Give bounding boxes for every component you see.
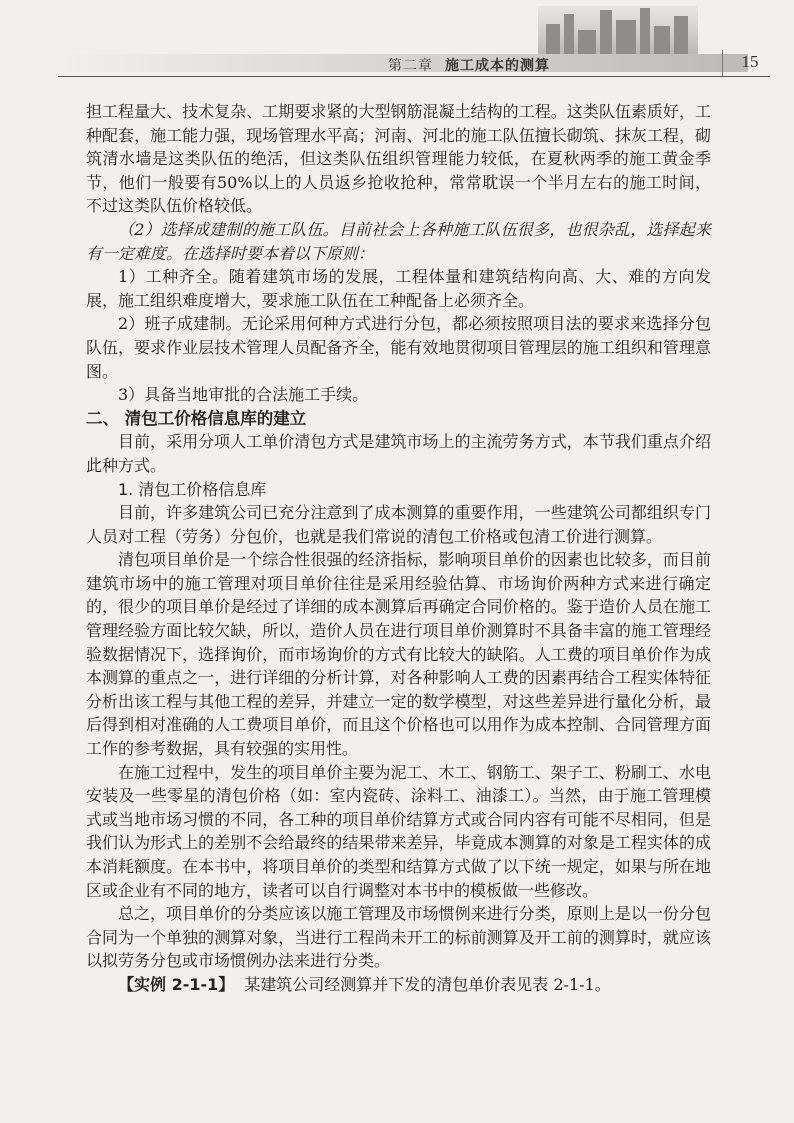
chapter-heading (388, 55, 550, 75)
paragraph: （2）选择成建制的施工队伍。目前社会上各种施工队伍很多，也很杂乱，选择起来有一定难度。在选择时要本着以下原则： (86, 219, 711, 263)
paragraph: 在施工过程中，发生的项目单价主要为泥工、木工、钢筋工、架子工、粉刷工、水电安装及一些零星的清包价格（如：室内瓷砖、涂料工、油漆工）。当然，由于施工管理模式或当地市场习惯的不同，各工种的项目单价结算方式或合同内容有可能不尽相同，但是我们认为形式上的差别不会给最终的结果带来差异，毕竟成本测算的对象是工程实体的成本消耗额度。在本书中，将项目单价的类型和结算方式做了以下统一规定，如果与所在地区或企业有不同的地方，读者可以自行调整对本书中的模板做一些修改。 (86, 762, 711, 900)
paragraph: 2）班子成建制。无论采用何种方式进行分包，都必须按照项目法的要求来选择分包队伍，要求作业层技术管理人员配备齐全，能有效地贯彻项目管理层的施工组织和管理意图。 (86, 314, 711, 381)
page-number-separator (722, 50, 723, 76)
paragraph: 目前，采用分项人工单价清包方式是建筑市场上的主流劳务方式，本节我们重点介绍此种方式。 (86, 432, 711, 475)
example-line (86, 973, 711, 997)
section-heading: 二、 清包工价格信息库的建立 (86, 408, 307, 428)
paragraph: 1）工种齐全。随着建筑市场的发展，工程体量和建筑结构向高、大、难的方向发展，施工组织难度增大，要求施工队伍在工种配备上必须齐全。 (86, 267, 711, 310)
paragraph: 担工程量大、技术复杂、工期要求紧的大型钢筋混凝土结构的工程。这类队伍素质好，工种配套，施工能力强，现场管理水平高；河南、河北的施工队伍擅长砌筑、抹灰工程，砌筑清水墙是这类队伍的绝活，但这类队伍组织管理能力较低，在夏秋两季的施工黄金季节，他们一般要有50%以上的人员返乡抢收抢种，常常耽误一个半月左右的施工时间，不过这类队伍价格较低。 (86, 102, 711, 216)
header-rule (58, 76, 770, 77)
paragraph: 3）具备当地审批的合法施工手续。 (118, 385, 369, 405)
example-text: 某建筑公司经测算并下发的清包单价表见表 2-1-1。 (244, 974, 611, 994)
chapter-title: 施工成本的测算 (445, 58, 550, 74)
paragraph: 目前，许多建筑公司已充分注意到了成本测算的重要作用，一些建筑公司都组织专门人员对工程（劳务）分包价，也就是我们常说的清包工价格或包清工价进行测算。 (86, 503, 711, 546)
subsection-heading: 1. 清包工价格信息库 (118, 479, 267, 499)
header-city-photo (538, 6, 698, 54)
page-header (58, 20, 770, 74)
page-body (86, 100, 711, 997)
paragraph: 清包项目单价是一个综合性很强的经济指标，影响项目单价的因素也比较多，而目前建筑市场中的施工管理对项目单价往往是采用经验估算、市场询价两种方式来进行确定的，很少的项目单价是经过了详细的成本测算后再确定合同价格的。鉴于造价人员在施工管理经验方面比较欠缺，所以，造价人员在进行项目单价测算时不具备丰富的施工管理经验数据情况下，选择询价，而市场询价的方式有比较大的缺陷。人工费的项目单价作为成本测算的重点之一，进行详细的分析计算，对各种影响人工费的因素再结合工程实体特征分析出该工程与其他工程的差异，并建立一定的数学模型，对这些差异进行量化分析，最后得到相对准确的人工费项目单价，而且这个价格也可以用作为成本控制、合同管理方面工作的参考数据，具有较强的实用性。 (86, 550, 711, 759)
page-number: 15 (741, 52, 759, 71)
paragraph: 总之，项目单价的分类应该以施工管理及市场惯例来进行分类，原则上是以一份分包合同为一个单独的测算对象，当进行工程尚未开工的标前测算及开工前的测算时，就应该以拟劳务分包或市场惯例办法来进行分类。 (86, 904, 711, 971)
chapter-number: 第二章 (388, 58, 433, 74)
example-tag: 【实例 2-1-1】 (118, 974, 235, 994)
